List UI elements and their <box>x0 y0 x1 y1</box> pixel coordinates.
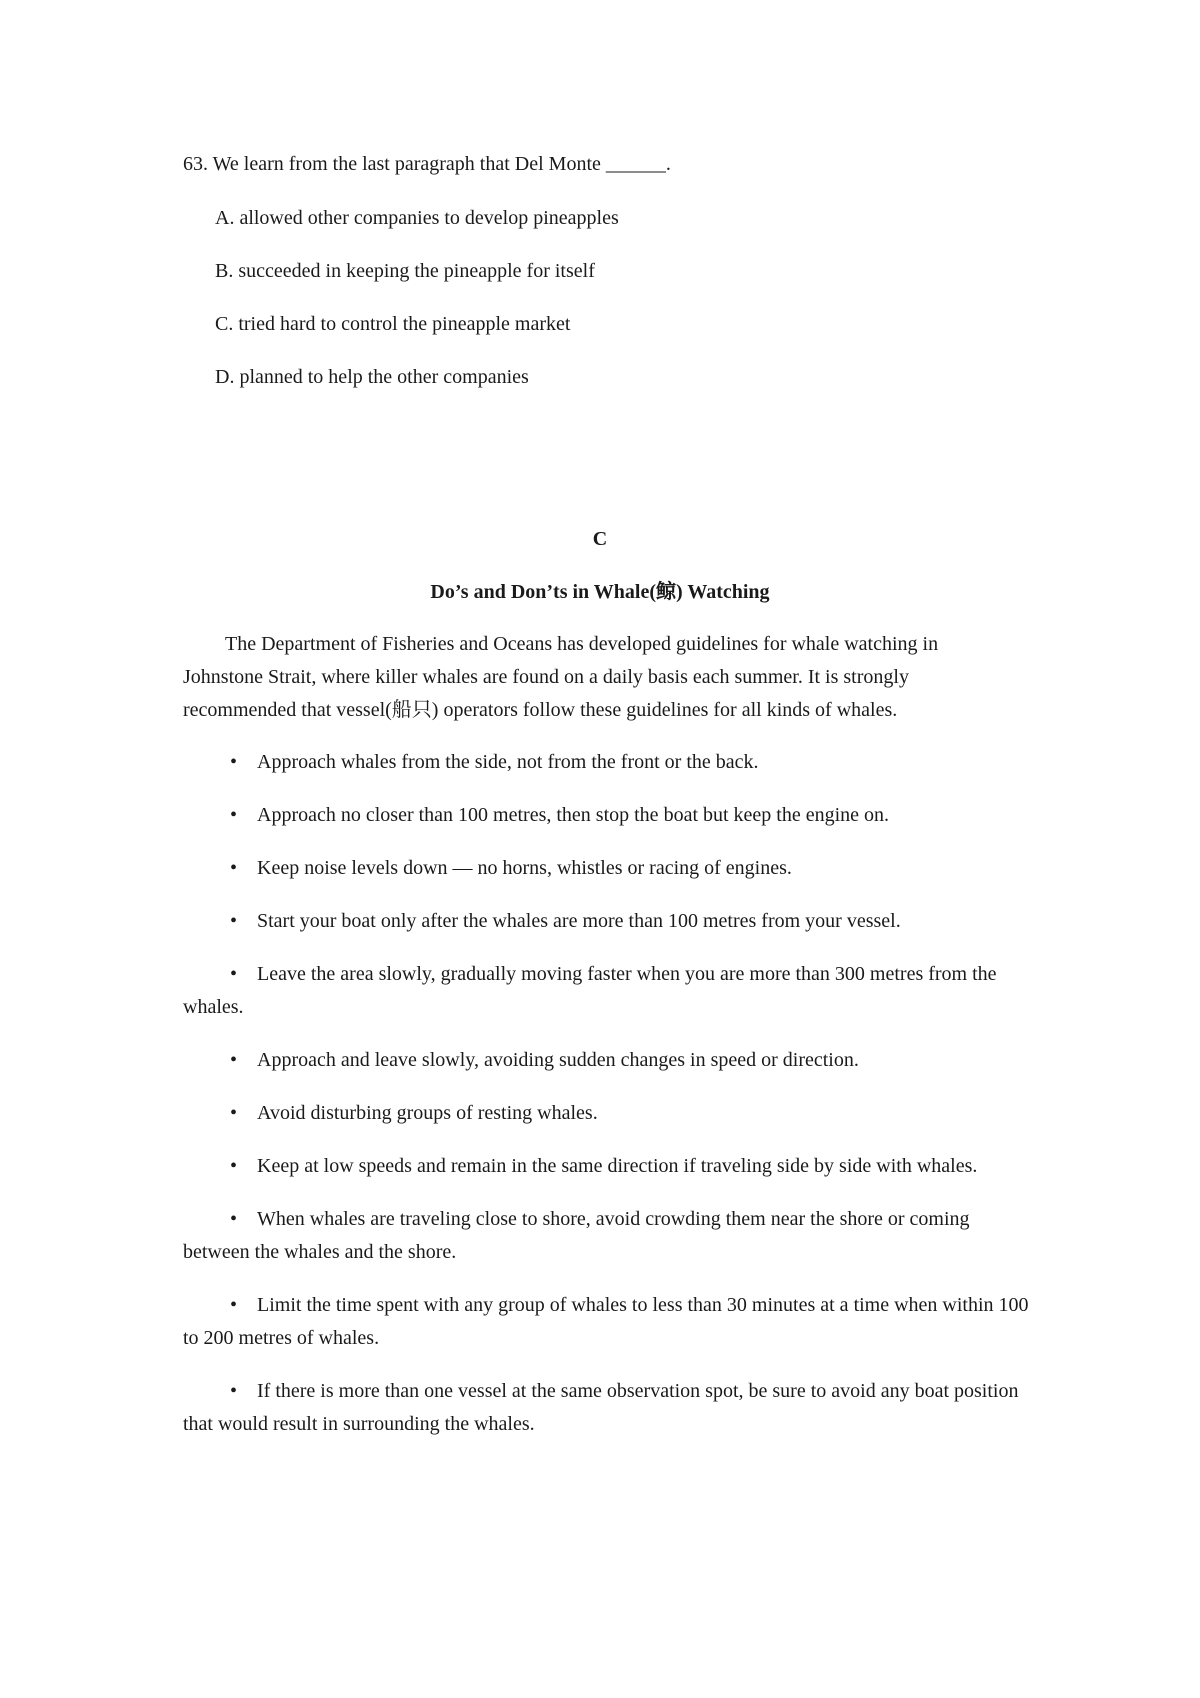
bullet-icon: • <box>230 857 238 879</box>
guideline-text: Approach no closer than 100 metres, then stop the boat but keep the engine on. <box>257 804 890 826</box>
bullet-icon: • <box>230 910 238 932</box>
guideline-item <box>183 799 1033 832</box>
guideline-item <box>183 905 1033 938</box>
guideline-text: Keep at low speeds and remain in the same direction if traveling side by side with whales. <box>257 1155 978 1177</box>
guideline-item <box>183 1203 1033 1269</box>
guideline-text: Approach whales from the side, not from the front or the back. <box>257 751 759 773</box>
bullet-icon: • <box>230 804 238 826</box>
bullet-icon: • <box>230 1294 238 1316</box>
bullet-icon: • <box>230 1155 238 1177</box>
guideline-item <box>183 1150 1033 1183</box>
guideline-item <box>183 746 1033 779</box>
option-d: D. planned to help the other companies <box>215 366 529 388</box>
section-letter: C <box>592 528 608 550</box>
bullet-icon: • <box>230 751 238 773</box>
guideline-item <box>183 1097 1033 1130</box>
bullet-icon: • <box>230 1380 238 1402</box>
guideline-text: Approach and leave slowly, avoiding sudden changes in speed or direction. <box>257 1049 859 1071</box>
bullet-icon: • <box>230 1102 238 1124</box>
guideline-text: If there is more than one vessel at the same observation spot, be sure to avoid any boat position that would result in surrounding the whales. <box>183 1380 1019 1435</box>
guideline-item <box>183 958 1033 1024</box>
intro-paragraph: The Department of Fisheries and Oceans has developed guidelines for whale watching in Johnstone Strait, where killer whales are found on a daily basis each summer. It is strongly recommended that vessel(船只) operators follow these guidelines for all kinds of whales. <box>183 633 939 721</box>
guideline-item <box>183 1375 1033 1441</box>
guideline-text: Limit the time spent with any group of whales to less than 30 minutes at a time when within 100 to 200 metres of whales. <box>183 1294 1029 1349</box>
guideline-text: Keep noise levels down — no horns, whistles or racing of engines. <box>257 857 792 879</box>
guideline-text: Avoid disturbing groups of resting whales. <box>257 1102 598 1124</box>
bullet-icon: • <box>230 1049 238 1071</box>
guideline-item <box>183 852 1033 885</box>
question-stem: 63. We learn from the last paragraph that Del Monte ______. <box>183 153 671 175</box>
option-c: C. tried hard to control the pineapple market <box>215 313 571 335</box>
bullet-icon: • <box>230 1208 238 1230</box>
guideline-text: Leave the area slowly, gradually moving faster when you are more than 300 metres from the whales. <box>183 963 997 1018</box>
guideline-item <box>183 1289 1033 1355</box>
bullet-icon: • <box>230 963 238 985</box>
option-a: A. allowed other companies to develop pineapples <box>215 207 619 229</box>
guideline-text: When whales are traveling close to shore, avoid crowding them near the shore or coming between the whales and the shore. <box>183 1208 970 1263</box>
passage-title: Do’s and Don’ts in Whale(鲸) Watching <box>430 581 770 603</box>
guideline-item <box>183 1044 1033 1077</box>
option-b: B. succeeded in keeping the pineapple for itself <box>215 260 595 282</box>
guideline-text: Start your boat only after the whales are more than 100 metres from your vessel. <box>257 910 901 932</box>
